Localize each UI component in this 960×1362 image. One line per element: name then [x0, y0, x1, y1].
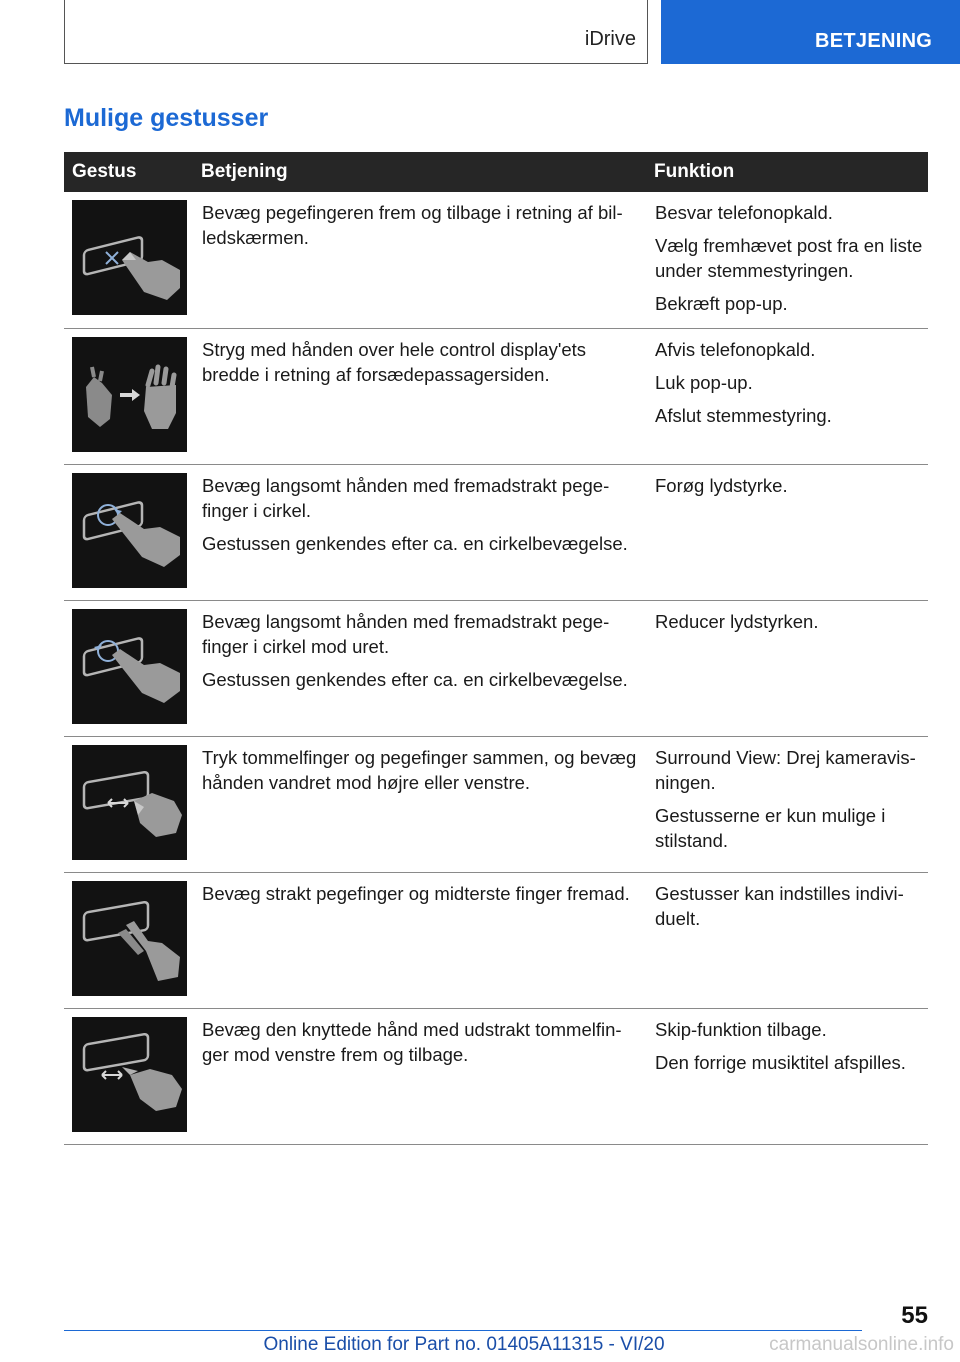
header-frame	[64, 0, 648, 64]
table-row	[64, 328, 928, 464]
operation-text: Bevæg langsomt hånden med fremadstrakt pegefinger i cirkel mod uret.	[202, 610, 610, 657]
page-title: Mulige gestusser	[64, 104, 269, 132]
operation-text: Bevæg pegefingeren frem og tilbage i retning af billedskærmen.	[202, 202, 623, 248]
tap-forward-gesture-icon	[72, 200, 187, 315]
column-header-operation: Betjening	[193, 152, 646, 192]
table-row	[64, 600, 928, 736]
function-text: Afslut stemmestyring.	[655, 404, 832, 426]
function-text: Den forrige musiktitel afspilles.	[655, 1051, 906, 1073]
function-text: Afvis telefonopkald.	[655, 338, 816, 360]
page-number: 55	[901, 1302, 928, 1329]
header-chapter-label: BETJENING	[815, 30, 933, 52]
footer-divider	[64, 1330, 862, 1331]
fist-thumb-gesture-icon	[72, 1017, 187, 1132]
operation-text: Bevæg langsomt hånden med fremadstrakt pegefinger i cirkel.	[202, 474, 610, 521]
function-text: Gestusser kan indstilles individuelt.	[655, 882, 904, 929]
pinch-move-gesture-icon	[72, 745, 187, 860]
function-text: Skip-funktion tilbage.	[655, 1018, 827, 1040]
function-text: Besvar telefonopkald.	[655, 202, 833, 223]
circle-clockwise-gesture-icon	[72, 473, 187, 588]
column-header-function: Funktion	[646, 152, 928, 192]
table-row	[64, 464, 928, 600]
table-row	[64, 192, 928, 328]
gesture-table	[64, 152, 928, 1145]
footer-edition-text: Online Edition for Part no. 01405A11315 - VI/20	[263, 1334, 665, 1355]
table-header-row	[64, 152, 928, 192]
table-row	[64, 1008, 928, 1144]
column-header-gesture: Gestus	[64, 152, 193, 192]
function-text: Gestusserne er kun mulige i stilstand.	[655, 804, 886, 851]
watermark-text: carmanualsonline.info	[769, 1334, 954, 1355]
function-text: Reducer lydstyrken.	[655, 610, 819, 632]
operation-text: Bevæg strakt pegefinger og midterste finger fremad.	[202, 882, 630, 904]
function-text: Luk pop-up.	[655, 371, 753, 393]
circle-counterclockwise-gesture-icon	[72, 609, 187, 724]
operation-text: Tryk tommelfinger og pegefinger sammen, og bevæg hånden vandret mod højre eller venstre.	[202, 746, 637, 793]
two-finger-point-gesture-icon	[72, 881, 187, 996]
operation-text: Gestussen genkendes efter ca. en cirkelbevægelse.	[202, 668, 628, 690]
table-row	[64, 872, 928, 1008]
table-row	[64, 736, 928, 872]
operation-text: Gestussen genkendes efter ca. en cirkelbevægelse.	[202, 532, 628, 554]
operation-text: Bevæg den knyttede hånd med udstrakt tommelfinger mod venstre frem og tilbage.	[202, 1018, 622, 1065]
swipe-hand-gesture-icon	[72, 337, 187, 452]
header-section-title: iDrive	[584, 28, 636, 50]
function-text: Surround View: Drej kameravisningen.	[655, 746, 916, 793]
header-chapter-tab	[661, 0, 960, 64]
function-text: Forøg lydstyrke.	[655, 474, 788, 496]
function-text: Vælg fremhævet post fra en liste under stemmestyringen.	[655, 235, 923, 281]
operation-text: Stryg med hånden over hele control display'ets bredde i retning af forsædepassagersiden.	[202, 338, 587, 385]
function-text: Bekræft pop-up.	[655, 293, 788, 314]
